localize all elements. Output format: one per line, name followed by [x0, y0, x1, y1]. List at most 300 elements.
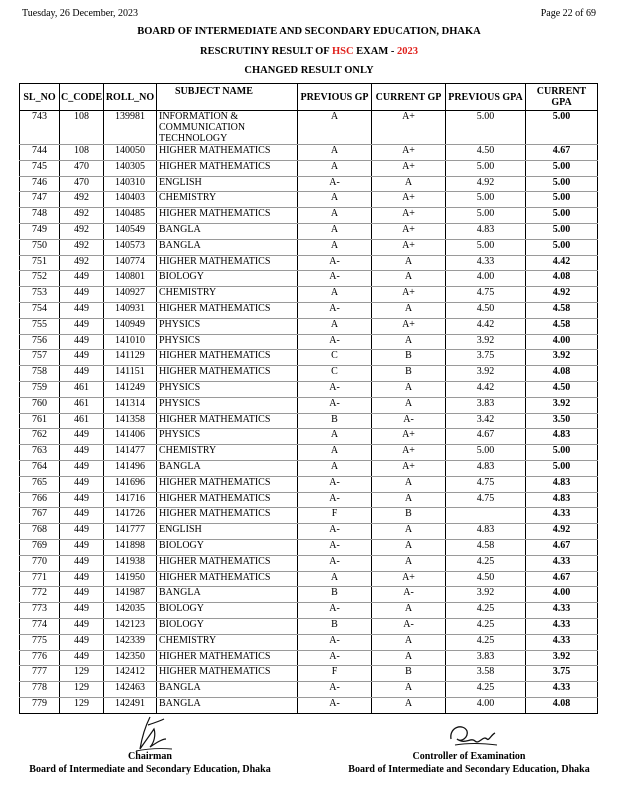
subject-cell: BANGLA: [157, 697, 298, 713]
previous-gp-cell: A-: [298, 476, 372, 492]
roll-no-cell: 140949: [104, 318, 157, 334]
current-gp-cell: A: [372, 334, 446, 350]
header-previous-gpa: PREVIOUS GPA: [446, 84, 526, 111]
roll-no-cell: 141129: [104, 350, 157, 366]
previous-gpa-cell: 4.75: [446, 492, 526, 508]
current-gp-cell: A: [372, 302, 446, 318]
sl-no-cell: 744: [20, 145, 60, 161]
c-code-cell: 449: [60, 508, 104, 524]
sl-no-cell: 758: [20, 366, 60, 382]
table-row: [20, 603, 598, 619]
current-gp-cell: A-: [372, 587, 446, 603]
table-row: [20, 508, 598, 524]
previous-gp-cell: B: [298, 413, 372, 429]
subject-cell: BIOLOGY: [157, 271, 298, 287]
roll-no-cell: 141777: [104, 524, 157, 540]
roll-no-cell: 141406: [104, 429, 157, 445]
table-row: [20, 587, 598, 603]
c-code-cell: 492: [60, 255, 104, 271]
sl-no-cell: 775: [20, 634, 60, 650]
subject-cell: BIOLOGY: [157, 618, 298, 634]
current-gp-cell: A+: [372, 429, 446, 445]
previous-gpa-cell: 4.50: [446, 145, 526, 161]
table-row: [20, 350, 598, 366]
previous-gpa-cell: 4.67: [446, 429, 526, 445]
previous-gp-cell: A-: [298, 176, 372, 192]
current-gp-cell: B: [372, 350, 446, 366]
roll-no-cell: 141496: [104, 460, 157, 476]
current-gp-cell: A: [372, 603, 446, 619]
previous-gp-cell: C: [298, 350, 372, 366]
exam-name: HSC: [331, 46, 354, 57]
roll-no-cell: 141358: [104, 413, 157, 429]
current-gpa-cell: 4.67: [526, 571, 598, 587]
current-gpa-cell: 3.75: [526, 666, 598, 682]
current-gp-cell: A+: [372, 145, 446, 161]
previous-gp-cell: A: [298, 318, 372, 334]
roll-no-cell: 140305: [104, 160, 157, 176]
current-gp-cell: A+: [372, 208, 446, 224]
roll-no-cell: 140774: [104, 255, 157, 271]
roll-no-cell: 141898: [104, 539, 157, 555]
previous-gpa-cell: 3.42: [446, 413, 526, 429]
current-gpa-cell: 4.83: [526, 476, 598, 492]
current-gp-cell: A: [372, 397, 446, 413]
previous-gp-cell: A: [298, 571, 372, 587]
subject-cell: PHYSICS: [157, 381, 298, 397]
c-code-cell: 492: [60, 223, 104, 239]
c-code-cell: 461: [60, 397, 104, 413]
subject-cell: BANGLA: [157, 223, 298, 239]
current-gpa-cell: 4.33: [526, 603, 598, 619]
previous-gp-cell: A: [298, 287, 372, 303]
current-gpa-cell: 4.33: [526, 555, 598, 571]
current-gpa-cell: 4.67: [526, 145, 598, 161]
roll-no-cell: 140801: [104, 271, 157, 287]
previous-gp-cell: A-: [298, 255, 372, 271]
c-code-cell: 129: [60, 666, 104, 682]
header-previous-gp: PREVIOUS GP: [298, 84, 372, 111]
current-gp-cell: B: [372, 666, 446, 682]
current-gpa-cell: 5.00: [526, 445, 598, 461]
subject-cell: PHYSICS: [157, 429, 298, 445]
c-code-cell: 461: [60, 381, 104, 397]
sl-no-cell: 756: [20, 334, 60, 350]
c-code-cell: 449: [60, 634, 104, 650]
table-row: [20, 618, 598, 634]
subject-cell: HIGHER MATHEMATICS: [157, 350, 298, 366]
current-gpa-cell: 5.00: [526, 160, 598, 176]
subject-cell: PHYSICS: [157, 334, 298, 350]
previous-gp-cell: A: [298, 208, 372, 224]
current-gp-cell: B: [372, 366, 446, 382]
c-code-cell: 470: [60, 176, 104, 192]
current-gp-cell: A: [372, 555, 446, 571]
previous-gpa-cell: 4.92: [446, 176, 526, 192]
c-code-cell: 461: [60, 413, 104, 429]
current-gp-cell: A+: [372, 223, 446, 239]
sl-no-cell: 745: [20, 160, 60, 176]
report-title: [0, 46, 618, 57]
previous-gp-cell: A-: [298, 555, 372, 571]
sl-no-cell: 779: [20, 697, 60, 713]
roll-no-cell: 140549: [104, 223, 157, 239]
sl-no-cell: 777: [20, 666, 60, 682]
roll-no-cell: 142339: [104, 634, 157, 650]
previous-gpa-cell: 3.58: [446, 666, 526, 682]
chairman-title: Chairman: [128, 751, 172, 762]
controller-signature: [445, 719, 501, 753]
c-code-cell: 449: [60, 650, 104, 666]
table-row: [20, 271, 598, 287]
current-gp-cell: A: [372, 381, 446, 397]
table-row: [20, 223, 598, 239]
previous-gpa-cell: 4.25: [446, 634, 526, 650]
previous-gp-cell: A-: [298, 650, 372, 666]
header-current-gp: CURRENT GP: [372, 84, 446, 111]
current-gp-cell: A+: [372, 287, 446, 303]
current-gpa-cell: 5.00: [526, 208, 598, 224]
previous-gp-cell: A-: [298, 381, 372, 397]
subject-cell: HIGHER MATHEMATICS: [157, 571, 298, 587]
current-gp-cell: A: [372, 492, 446, 508]
previous-gpa-cell: 5.00: [446, 111, 526, 145]
current-gpa-cell: 4.00: [526, 334, 598, 350]
current-gpa-cell: 4.33: [526, 618, 598, 634]
previous-gpa-cell: 5.00: [446, 239, 526, 255]
roll-no-cell: 142035: [104, 603, 157, 619]
subject-cell: HIGHER MATHEMATICS: [157, 145, 298, 161]
current-gpa-cell: 4.33: [526, 634, 598, 650]
roll-no-cell: 142123: [104, 618, 157, 634]
sl-no-cell: 754: [20, 302, 60, 318]
subject-cell: HIGHER MATHEMATICS: [157, 413, 298, 429]
c-code-cell: 129: [60, 682, 104, 698]
sl-no-cell: 762: [20, 429, 60, 445]
previous-gpa-cell: 4.25: [446, 603, 526, 619]
sl-no-cell: 751: [20, 255, 60, 271]
subject-cell: HIGHER MATHEMATICS: [157, 366, 298, 382]
current-gp-cell: A: [372, 524, 446, 540]
previous-gp-cell: A: [298, 192, 372, 208]
previous-gp-cell: A-: [298, 397, 372, 413]
c-code-cell: 449: [60, 618, 104, 634]
subject-cell: HIGHER MATHEMATICS: [157, 555, 298, 571]
current-gpa-cell: 4.08: [526, 366, 598, 382]
sl-no-cell: 748: [20, 208, 60, 224]
previous-gp-cell: C: [298, 366, 372, 382]
roll-no-cell: 141696: [104, 476, 157, 492]
roll-no-cell: 140931: [104, 302, 157, 318]
previous-gpa-cell: 4.58: [446, 539, 526, 555]
previous-gpa-cell: 5.00: [446, 160, 526, 176]
c-code-cell: 449: [60, 350, 104, 366]
current-gp-cell: A: [372, 176, 446, 192]
current-gp-cell: A+: [372, 192, 446, 208]
table-row: [20, 397, 598, 413]
subject-cell: BANGLA: [157, 460, 298, 476]
current-gp-cell: A+: [372, 445, 446, 461]
current-gpa-cell: 4.92: [526, 287, 598, 303]
sl-no-cell: 743: [20, 111, 60, 145]
previous-gp-cell: A: [298, 160, 372, 176]
sl-no-cell: 766: [20, 492, 60, 508]
subject-cell: BANGLA: [157, 682, 298, 698]
previous-gpa-cell: 4.25: [446, 682, 526, 698]
table-row: [20, 492, 598, 508]
table-row: [20, 255, 598, 271]
roll-no-cell: 142412: [104, 666, 157, 682]
roll-no-cell: 140485: [104, 208, 157, 224]
table-row: [20, 334, 598, 350]
current-gpa-cell: 4.08: [526, 697, 598, 713]
roll-no-cell: 141938: [104, 555, 157, 571]
subject-cell: BANGLA: [157, 587, 298, 603]
header-roll-no: ROLL_NO: [104, 84, 157, 111]
previous-gp-cell: A-: [298, 271, 372, 287]
table-row: [20, 192, 598, 208]
roll-no-cell: 141950: [104, 571, 157, 587]
sl-no-cell: 773: [20, 603, 60, 619]
table-row: [20, 429, 598, 445]
sl-no-cell: 757: [20, 350, 60, 366]
chairman-org: Board of Intermediate and Secondary Education, Dhaka: [29, 764, 271, 775]
current-gpa-cell: 5.00: [526, 223, 598, 239]
roll-no-cell: 141151: [104, 366, 157, 382]
table-row: [20, 366, 598, 382]
current-gpa-cell: 4.42: [526, 255, 598, 271]
sl-no-cell: 760: [20, 397, 60, 413]
roll-no-cell: 141987: [104, 587, 157, 603]
title-prefix: RESCRUTINY RESULT OF: [199, 46, 330, 57]
table-row: [20, 697, 598, 713]
c-code-cell: 470: [60, 160, 104, 176]
roll-no-cell: 140403: [104, 192, 157, 208]
sl-no-cell: 765: [20, 476, 60, 492]
chairman-signature: [128, 715, 178, 755]
report-subtitle: CHANGED RESULT ONLY: [244, 65, 374, 76]
c-code-cell: 449: [60, 366, 104, 382]
table-row: [20, 460, 598, 476]
sl-no-cell: 770: [20, 555, 60, 571]
subject-cell: CHEMISTRY: [157, 192, 298, 208]
previous-gp-cell: A-: [298, 634, 372, 650]
subject-cell: HIGHER MATHEMATICS: [157, 302, 298, 318]
previous-gp-cell: F: [298, 508, 372, 524]
previous-gp-cell: A: [298, 445, 372, 461]
previous-gp-cell: F: [298, 666, 372, 682]
previous-gpa-cell: 4.25: [446, 618, 526, 634]
previous-gpa-cell: 4.83: [446, 223, 526, 239]
previous-gp-cell: A: [298, 145, 372, 161]
current-gpa-cell: 5.00: [526, 176, 598, 192]
table-row: [20, 160, 598, 176]
table-row: [20, 650, 598, 666]
table-row: [20, 111, 598, 145]
header-subject-name: SUBJECT NAME: [157, 84, 298, 111]
board-name: BOARD OF INTERMEDIATE AND SECONDARY EDUCATION, DHAKA: [137, 26, 481, 37]
current-gpa-cell: 4.58: [526, 302, 598, 318]
table-row: [20, 145, 598, 161]
table-header-row: [20, 84, 598, 111]
c-code-cell: 449: [60, 460, 104, 476]
c-code-cell: 108: [60, 145, 104, 161]
current-gp-cell: A: [372, 634, 446, 650]
sl-no-cell: 749: [20, 223, 60, 239]
previous-gp-cell: A-: [298, 524, 372, 540]
subject-cell: HIGHER MATHEMATICS: [157, 666, 298, 682]
page-number: Page 22 of 69: [540, 8, 596, 19]
table-row: [20, 539, 598, 555]
roll-no-cell: 141010: [104, 334, 157, 350]
sl-no-cell: 769: [20, 539, 60, 555]
header-current-gpa: CURRENT GPA: [526, 84, 598, 111]
sl-no-cell: 752: [20, 271, 60, 287]
subject-cell: HIGHER MATHEMATICS: [157, 208, 298, 224]
sl-no-cell: 747: [20, 192, 60, 208]
current-gpa-cell: 4.67: [526, 539, 598, 555]
previous-gpa-cell: 3.92: [446, 587, 526, 603]
current-gp-cell: A: [372, 650, 446, 666]
previous-gpa-cell: 4.33: [446, 255, 526, 271]
table-row: [20, 287, 598, 303]
previous-gpa-cell: 4.83: [446, 460, 526, 476]
previous-gp-cell: A-: [298, 697, 372, 713]
table-row: [20, 445, 598, 461]
subject-cell: PHYSICS: [157, 397, 298, 413]
previous-gp-cell: A-: [298, 682, 372, 698]
roll-no-cell: 141477: [104, 445, 157, 461]
roll-no-cell: 142350: [104, 650, 157, 666]
roll-no-cell: 140310: [104, 176, 157, 192]
table-row: [20, 476, 598, 492]
current-gp-cell: B: [372, 508, 446, 524]
current-gpa-cell: 5.00: [526, 239, 598, 255]
sl-no-cell: 774: [20, 618, 60, 634]
current-gpa-cell: 4.58: [526, 318, 598, 334]
previous-gpa-cell: 4.75: [446, 476, 526, 492]
previous-gpa-cell: 4.50: [446, 571, 526, 587]
table-row: [20, 239, 598, 255]
report-date: Tuesday, 26 December, 2023: [22, 8, 139, 19]
table-row: [20, 634, 598, 650]
current-gpa-cell: 5.00: [526, 111, 598, 145]
previous-gp-cell: A: [298, 429, 372, 445]
c-code-cell: 449: [60, 318, 104, 334]
sl-no-cell: 759: [20, 381, 60, 397]
c-code-cell: 449: [60, 524, 104, 540]
subject-cell: BIOLOGY: [157, 603, 298, 619]
previous-gp-cell: B: [298, 587, 372, 603]
table-row: [20, 524, 598, 540]
table-row: [20, 318, 598, 334]
current-gp-cell: A: [372, 271, 446, 287]
roll-no-cell: 140573: [104, 239, 157, 255]
table-body: [20, 111, 598, 714]
previous-gp-cell: A-: [298, 302, 372, 318]
table-row: [20, 682, 598, 698]
c-code-cell: 449: [60, 334, 104, 350]
sl-no-cell: 778: [20, 682, 60, 698]
subject-cell: PHYSICS: [157, 318, 298, 334]
roll-no-cell: 141726: [104, 508, 157, 524]
subject-cell: HIGHER MATHEMATICS: [157, 160, 298, 176]
subject-cell: HIGHER MATHEMATICS: [157, 508, 298, 524]
sl-no-cell: 750: [20, 239, 60, 255]
c-code-cell: 449: [60, 287, 104, 303]
roll-no-cell: 140050: [104, 145, 157, 161]
current-gp-cell: A+: [372, 318, 446, 334]
roll-no-cell: 141716: [104, 492, 157, 508]
c-code-cell: 449: [60, 539, 104, 555]
subject-cell: BIOLOGY: [157, 539, 298, 555]
sl-no-cell: 755: [20, 318, 60, 334]
current-gpa-cell: 5.00: [526, 192, 598, 208]
c-code-cell: 129: [60, 697, 104, 713]
c-code-cell: 449: [60, 492, 104, 508]
current-gpa-cell: 4.50: [526, 381, 598, 397]
previous-gpa-cell: 4.75: [446, 287, 526, 303]
c-code-cell: 449: [60, 603, 104, 619]
previous-gpa-cell: 4.42: [446, 318, 526, 334]
previous-gpa-cell: 3.75: [446, 350, 526, 366]
previous-gp-cell: A-: [298, 334, 372, 350]
previous-gpa-cell: 5.00: [446, 192, 526, 208]
sl-no-cell: 767: [20, 508, 60, 524]
table-row: [20, 302, 598, 318]
current-gpa-cell: 4.33: [526, 508, 598, 524]
current-gpa-cell: 4.83: [526, 492, 598, 508]
sl-no-cell: 771: [20, 571, 60, 587]
c-code-cell: 449: [60, 429, 104, 445]
previous-gpa-cell: 4.42: [446, 381, 526, 397]
subject-cell: CHEMISTRY: [157, 445, 298, 461]
previous-gpa-cell: 4.25: [446, 555, 526, 571]
previous-gp-cell: B: [298, 618, 372, 634]
subject-cell: ENGLISH: [157, 524, 298, 540]
table-row: [20, 176, 598, 192]
previous-gp-cell: A-: [298, 539, 372, 555]
previous-gpa-cell: 3.92: [446, 366, 526, 382]
subject-cell: HIGHER MATHEMATICS: [157, 492, 298, 508]
title-mid: EXAM -: [356, 46, 395, 57]
previous-gpa-cell: 3.83: [446, 650, 526, 666]
c-code-cell: 449: [60, 571, 104, 587]
subject-cell: HIGHER MATHEMATICS: [157, 255, 298, 271]
previous-gp-cell: A: [298, 111, 372, 145]
current-gp-cell: A: [372, 255, 446, 271]
current-gpa-cell: 4.83: [526, 429, 598, 445]
current-gpa-cell: 4.92: [526, 524, 598, 540]
subject-cell: INFORMATION & COMMUNICATION TECHNOLOGY: [157, 111, 298, 145]
table-row: [20, 555, 598, 571]
header-c-code: C_CODE: [60, 84, 104, 111]
current-gp-cell: A+: [372, 460, 446, 476]
previous-gpa-cell: 4.00: [446, 271, 526, 287]
subject-cell: BANGLA: [157, 239, 298, 255]
header-sl-no: SL_NO: [20, 84, 60, 111]
roll-no-cell: 140927: [104, 287, 157, 303]
current-gp-cell: A: [372, 682, 446, 698]
previous-gpa-cell: 5.00: [446, 208, 526, 224]
current-gpa-cell: 3.92: [526, 350, 598, 366]
previous-gp-cell: A-: [298, 492, 372, 508]
roll-no-cell: 141249: [104, 381, 157, 397]
current-gp-cell: A+: [372, 111, 446, 145]
sl-no-cell: 753: [20, 287, 60, 303]
subject-cell: CHEMISTRY: [157, 634, 298, 650]
current-gpa-cell: 5.00: [526, 460, 598, 476]
